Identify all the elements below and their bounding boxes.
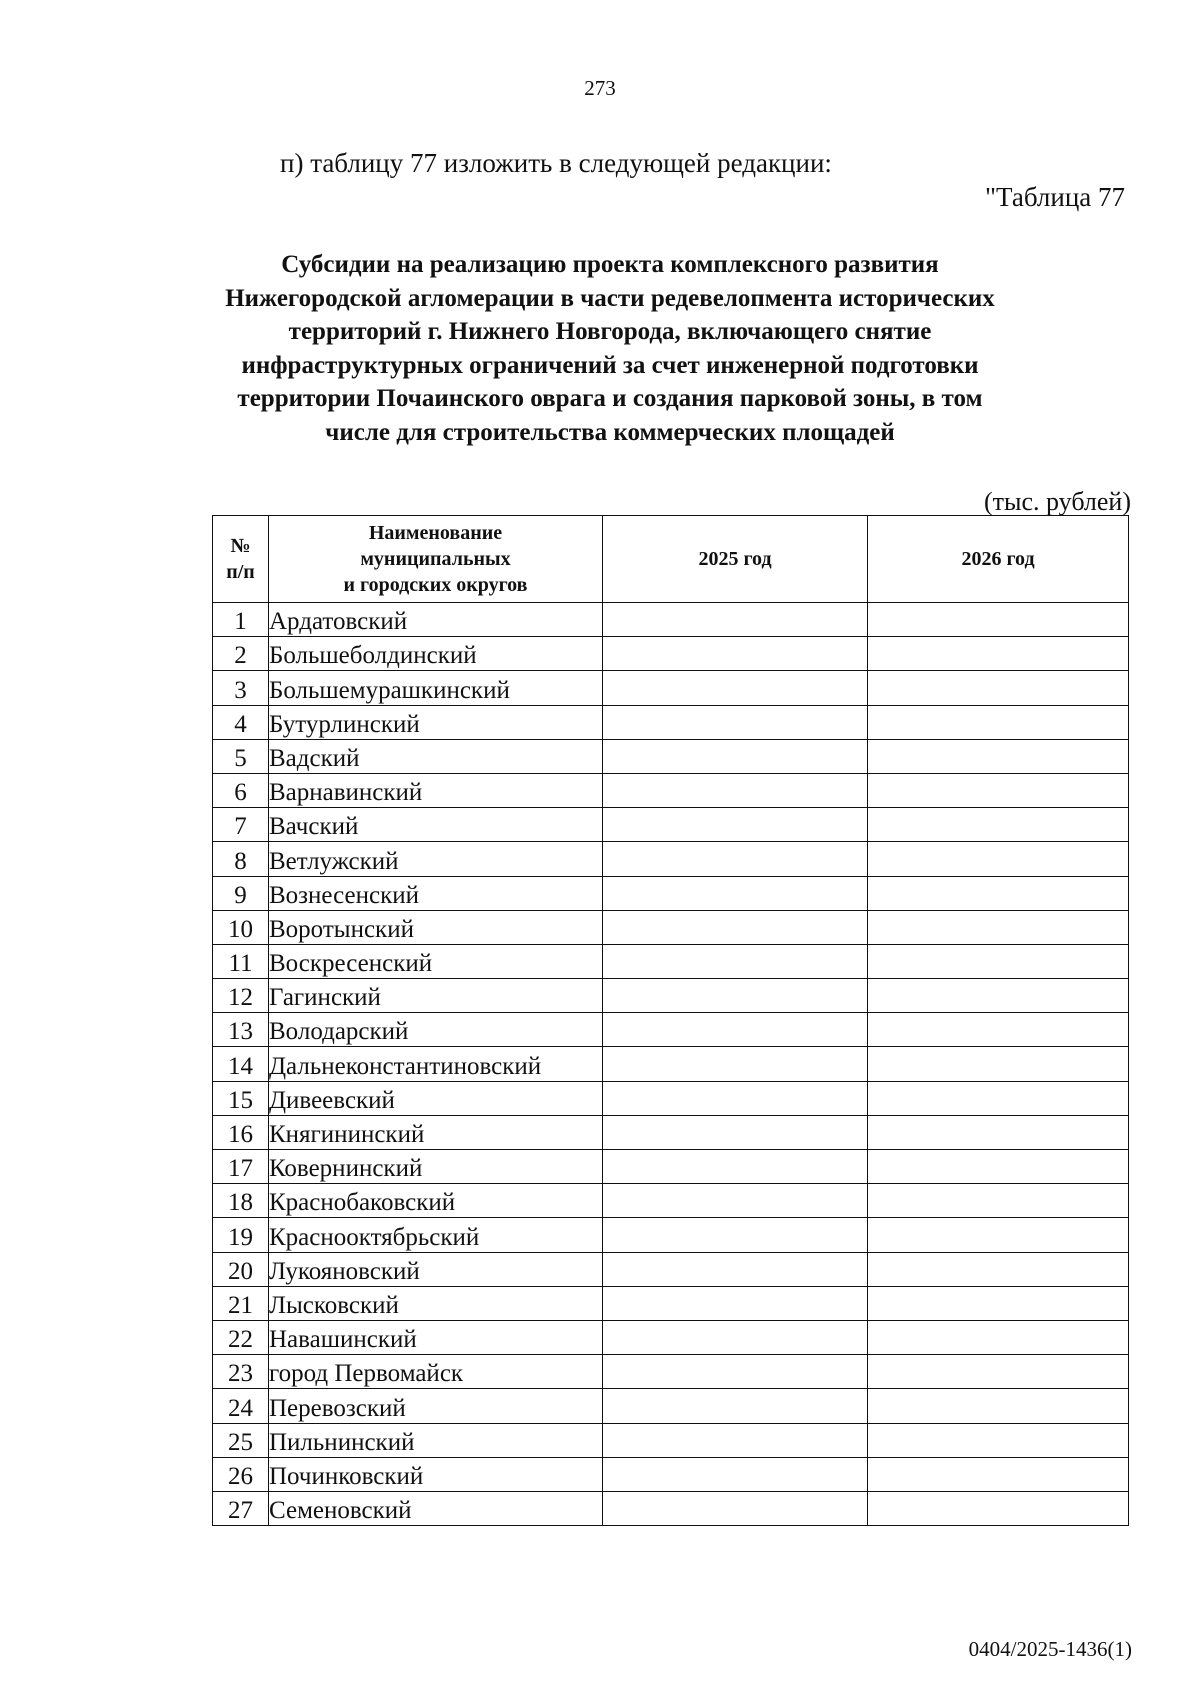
value-2026 [868,1491,1129,1525]
table-row [213,1320,1129,1354]
value-2025 [603,671,868,705]
value-2026 [868,1252,1129,1286]
table-row [213,1218,1129,1252]
table-row [213,671,1129,705]
district-name: Навашинский [269,1320,603,1354]
district-name: Володарский [269,1013,603,1047]
table-row [213,808,1129,842]
header-number [213,516,269,603]
value-2026 [868,1184,1129,1218]
header-number-line: п/п [226,561,255,583]
row-number: 18 [213,1184,269,1218]
title-line: числе для строительства коммерческих площадей [325,418,895,446]
row-number: 7 [213,808,269,842]
header-name-line: и городских округов [343,574,528,596]
table-row [213,842,1129,876]
title-line: Субсидии на реализацию проекта комплексного развития [281,251,939,278]
row-number: 16 [213,1115,269,1149]
value-2026 [868,705,1129,739]
district-name: город Первомайск [269,1355,603,1389]
district-name: Дальнеконстантиновский [269,1047,603,1081]
table-row [213,1047,1129,1081]
row-number: 20 [213,1252,269,1286]
value-2026 [868,1115,1129,1149]
value-2025 [603,910,868,944]
value-2026 [868,876,1129,910]
row-number: 12 [213,979,269,1013]
district-name: Дивеевский [269,1081,603,1115]
document-code: 0404/2025-1436(1) [968,1637,1132,1661]
header-number-line: № [230,535,251,557]
subsidies-table [212,515,1129,1526]
district-name: Краснооктябрьский [269,1218,603,1252]
table-title [150,248,1070,449]
table-row [213,1184,1129,1218]
table-body [213,603,1129,1526]
district-name: Пильнинский [269,1423,603,1457]
value-2025 [603,1115,868,1149]
value-2026 [868,1081,1129,1115]
table-reference: "Таблица 77 [985,182,1125,212]
value-2026 [868,1286,1129,1320]
table-row [213,1355,1129,1389]
value-2025 [603,637,868,671]
table-row [213,979,1129,1013]
district-name: Лукояновский [269,1252,603,1286]
table-row [213,1081,1129,1115]
district-name: Ковернинский [269,1150,603,1184]
table-row [213,773,1129,807]
table-row [213,1389,1129,1423]
row-number: 15 [213,1081,269,1115]
district-name: Вадский [269,739,603,773]
district-name: Краснобаковский [269,1184,603,1218]
header-name-line: Наименование [368,522,503,544]
row-number: 14 [213,1047,269,1081]
district-name: Варнавинский [269,773,603,807]
value-2025 [603,705,868,739]
value-2025 [603,1218,868,1252]
row-number: 5 [213,739,269,773]
value-2026 [868,637,1129,671]
row-number: 21 [213,1286,269,1320]
row-number: 6 [213,773,269,807]
row-number: 27 [213,1491,269,1525]
value-2026 [868,842,1129,876]
header-name [269,516,603,603]
district-name: Бутурлинский [269,705,603,739]
value-2025 [603,944,868,978]
table-row [213,910,1129,944]
row-number: 23 [213,1355,269,1389]
row-number: 19 [213,1218,269,1252]
value-2025 [603,739,868,773]
row-number: 4 [213,705,269,739]
header-name-line: муниципальных [360,548,511,570]
value-2025 [603,1286,868,1320]
table-row [213,1457,1129,1491]
value-2025 [603,1320,868,1354]
value-2025 [603,1150,868,1184]
district-name: Семеновский [269,1491,603,1525]
value-2025 [603,1081,868,1115]
district-name: Починковский [269,1457,603,1491]
units-label: (тыс. рублей) [983,487,1131,516]
value-2025 [603,1389,868,1423]
district-name: Большемурашкинский [269,671,603,705]
district-name: Воротынский [269,910,603,944]
district-name: Лысковский [269,1286,603,1320]
table-row [213,739,1129,773]
district-name: Воскресенский [269,944,603,978]
table-row [213,1150,1129,1184]
row-number: 17 [213,1150,269,1184]
value-2025 [603,876,868,910]
value-2025 [603,1252,868,1286]
value-2026 [868,1457,1129,1491]
district-name: Перевозский [269,1389,603,1423]
district-name: Гагинский [269,979,603,1013]
district-name: Княгининский [269,1115,603,1149]
table-row [213,1013,1129,1047]
value-2025 [603,979,868,1013]
district-name: Ветлужский [269,842,603,876]
value-2025 [603,1184,868,1218]
title-line: территорий г. Нижнего Новгорода, включающего снятие [288,318,932,345]
value-2025 [603,1355,868,1389]
table-row [213,1423,1129,1457]
value-2026 [868,1389,1129,1423]
value-2026 [868,979,1129,1013]
value-2026 [868,808,1129,842]
title-line: инфраструктурных ограничений за счет инженерной подготовки [241,351,979,379]
title-line: территории Почаинского оврага и создания парковой зоны, в том [237,385,983,412]
value-2026 [868,1320,1129,1354]
table-header-row [213,516,1129,603]
amendment-instruction: п) таблицу 77 изложить в следующей редакции: [280,148,832,178]
value-2026 [868,1423,1129,1457]
table-row [213,1491,1129,1525]
row-number: 8 [213,842,269,876]
value-2025 [603,808,868,842]
page-number: 273 [584,76,616,100]
value-2026 [868,671,1129,705]
row-number: 1 [213,603,269,637]
value-2026 [868,944,1129,978]
table-row [213,1115,1129,1149]
title-line: Нижегородской агломерации в части редевелопмента исторических [225,284,995,312]
district-name: Ардатовский [269,603,603,637]
table-row [213,876,1129,910]
value-2025 [603,773,868,807]
district-name: Вачский [269,808,603,842]
value-2025 [603,1013,868,1047]
table-row [213,603,1129,637]
row-number: 9 [213,876,269,910]
row-number: 22 [213,1320,269,1354]
value-2026 [868,1150,1129,1184]
row-number: 2 [213,637,269,671]
value-2025 [603,603,868,637]
district-name: Вознесенский [269,876,603,910]
value-2026 [868,910,1129,944]
value-2025 [603,1457,868,1491]
value-2025 [603,842,868,876]
district-name: Большеболдинский [269,637,603,671]
row-number: 25 [213,1423,269,1457]
value-2025 [603,1423,868,1457]
value-2026 [868,773,1129,807]
table-row [213,705,1129,739]
value-2026 [868,1013,1129,1047]
table-row [213,637,1129,671]
value-2025 [603,1491,868,1525]
row-number: 13 [213,1013,269,1047]
table-row [213,944,1129,978]
value-2026 [868,1355,1129,1389]
row-number: 24 [213,1389,269,1423]
header-year-2025: 2025 год [603,516,868,603]
value-2025 [603,1047,868,1081]
value-2026 [868,1218,1129,1252]
value-2026 [868,1047,1129,1081]
row-number: 26 [213,1457,269,1491]
value-2026 [868,603,1129,637]
value-2026 [868,739,1129,773]
table-row [213,1252,1129,1286]
table-row [213,1286,1129,1320]
row-number: 10 [213,910,269,944]
row-number: 3 [213,671,269,705]
header-year-2026: 2026 год [868,516,1129,603]
row-number: 11 [213,944,269,978]
